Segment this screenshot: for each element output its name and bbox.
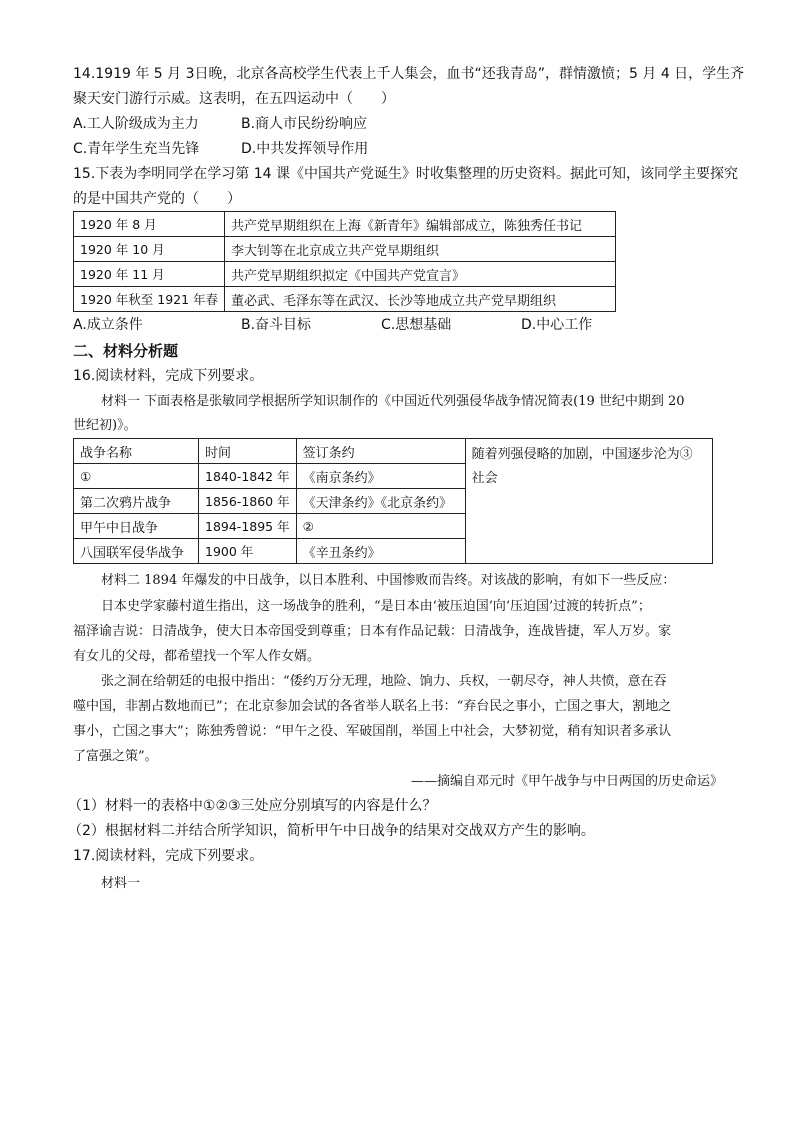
q16-material2-line1: 材料二 1894 年爆发的中日战争，以日本胜利、中国惨败而告终。对该战的影响，有如下一些反应：	[101, 573, 676, 588]
war-treaty: ②	[296, 514, 465, 539]
war-time: 1894-1895 年	[199, 514, 297, 539]
q17-stem: 17.阅读材料，完成下列要求。	[73, 848, 264, 864]
war-name: ①	[74, 464, 199, 489]
q15-stem-line1: 15.下表为李明同学在学习第 14 课《中国共产党诞生》时收集整理的历史资料。据此可知，该同学主要探究	[73, 166, 738, 182]
q14-stem-line1: 14.1919 年 5 月 3日晚，北京各高校学生代表上千人集会，血书“还我青岛”，群情激愤；5 月 4 日，学生齐	[73, 66, 745, 82]
q15-event: 董必武、毛泽东等在武汉、长沙等地成立共产党早期组织	[225, 287, 616, 312]
q15-date: 1920 年 8 月	[74, 212, 225, 237]
q16-material2-p2-line3: 事小，亡国之事大”；陈独秀曾说：“甲午之役、军破国削，举国上中社会，大梦初觉，稍有知识者多承认	[73, 724, 672, 739]
table-row	[74, 262, 616, 287]
q15-option-d: D.中心工作	[521, 317, 593, 333]
section-title: 二、材料分析题	[73, 342, 179, 360]
q16-subquestion-2: （2）根据材料二并结合所学知识，简析甲午中日战争的结果对交战双方产生的影响。	[68, 823, 595, 839]
side-note-line1: 随着列强侵略的加剧，中国逐步沦为③	[471, 447, 693, 462]
war-time: 1856-1860 年	[199, 489, 297, 514]
q16-material2-p1-line3: 有女儿的父母，都希望找一个军人作女婿。	[73, 649, 321, 664]
q15-option-a: A.成立条件	[73, 317, 143, 333]
q16-material1-line2: 世纪初)》。	[73, 418, 137, 433]
side-note-line2: 社会	[471, 471, 498, 486]
q16-material2-p2-line4: 了富强之策”。	[73, 749, 158, 764]
war-name: 甲午中日战争	[74, 514, 199, 539]
table-row	[74, 212, 616, 237]
war-time: 1900 年	[199, 539, 297, 564]
war-treaty: 《南京条约》	[296, 464, 465, 489]
q14-options-row2	[73, 137, 368, 162]
q15-date: 1920 年秋至 1921 年春	[74, 287, 225, 312]
q15-table	[73, 211, 616, 312]
q15-options	[73, 313, 592, 338]
q15-event: 共产党早期组织拟定《中国共产党宣言》	[225, 262, 616, 287]
q14-option-a: A.工人阶级成为主力	[73, 116, 199, 132]
side-note-cell	[465, 439, 712, 564]
q15-event: 共产党早期组织在上海《新青年》编辑部成立，陈独秀任书记	[225, 212, 616, 237]
q16-war-table	[73, 438, 713, 564]
war-name: 八国联军侵华战争	[74, 539, 199, 564]
q16-subquestion-1: （1）材料一的表格中①②③三处应分别填写的内容是什么？	[68, 798, 437, 814]
q15-date: 1920 年 11 月	[74, 262, 225, 287]
q15-option-b: B.奋斗目标	[241, 317, 312, 333]
header-treaty: 签订条约	[296, 439, 465, 464]
q15-date: 1920 年 10 月	[74, 237, 225, 262]
header-time: 时间	[199, 439, 297, 464]
table-row	[74, 287, 616, 312]
q17-material1-label: 材料一	[101, 876, 141, 891]
q15-stem-line2: 的是中国共产党的（ ）	[73, 191, 241, 207]
war-name: 第二次鸦片战争	[74, 489, 199, 514]
q15-option-c: C.思想基础	[381, 317, 452, 333]
table-header-row	[74, 439, 713, 464]
q16-material2-p2-line1: 张之洞在给朝廷的电报中指出：“倭约万分无理，地险、饷力、兵权，一朝尽夺，神人共愤，意在吞	[101, 674, 667, 689]
war-treaty: 《辛丑条约》	[296, 539, 465, 564]
q14-options-row1	[73, 112, 367, 137]
header-war: 战争名称	[74, 439, 199, 464]
q14-stem-line2: 聚天安门游行示威。这表明，在五四运动中（ ）	[73, 91, 395, 107]
q14-option-d: D.中共发挥领导作用	[241, 141, 369, 157]
q15-event: 李大钊等在北京成立共产党早期组织	[225, 237, 616, 262]
table-row	[74, 237, 616, 262]
q16-material2-p1-line1: 日本史学家藤村道生指出，这一场战争的胜利，“是日本由‘被压迫国’向‘压迫国’过渡的转折点”；	[101, 599, 651, 614]
q16-stem: 16.阅读材料，完成下列要求。	[73, 368, 264, 384]
q16-material2-p1-line2: 福泽谕吉说：日清战争，使大日本帝国受到尊重；日本有作品记载：日清战争，连战皆捷，军人万岁。家	[73, 624, 672, 639]
war-time: 1840-1842 年	[199, 464, 297, 489]
q16-material1-line1: 材料一 下面表格是张敏同学根据所学知识制作的《中国近代列强侵华战争情况简表(19 世纪中期到 20	[101, 394, 685, 409]
war-treaty: 《天津条约》《北京条约》	[296, 489, 465, 514]
q16-material2-p2-line2: 噬中国，非割占数地而已”；在北京参加会试的各省举人联名上书：“弃台民之事小，亡国之事大，割地之	[73, 699, 672, 714]
q14-option-b: B.商人市民纷纷响应	[241, 116, 368, 132]
q14-option-c: C.青年学生充当先锋	[73, 141, 200, 157]
q16-source: ——摘编自邓元时《甲午战争与中日两国的历史命运》	[410, 774, 723, 789]
